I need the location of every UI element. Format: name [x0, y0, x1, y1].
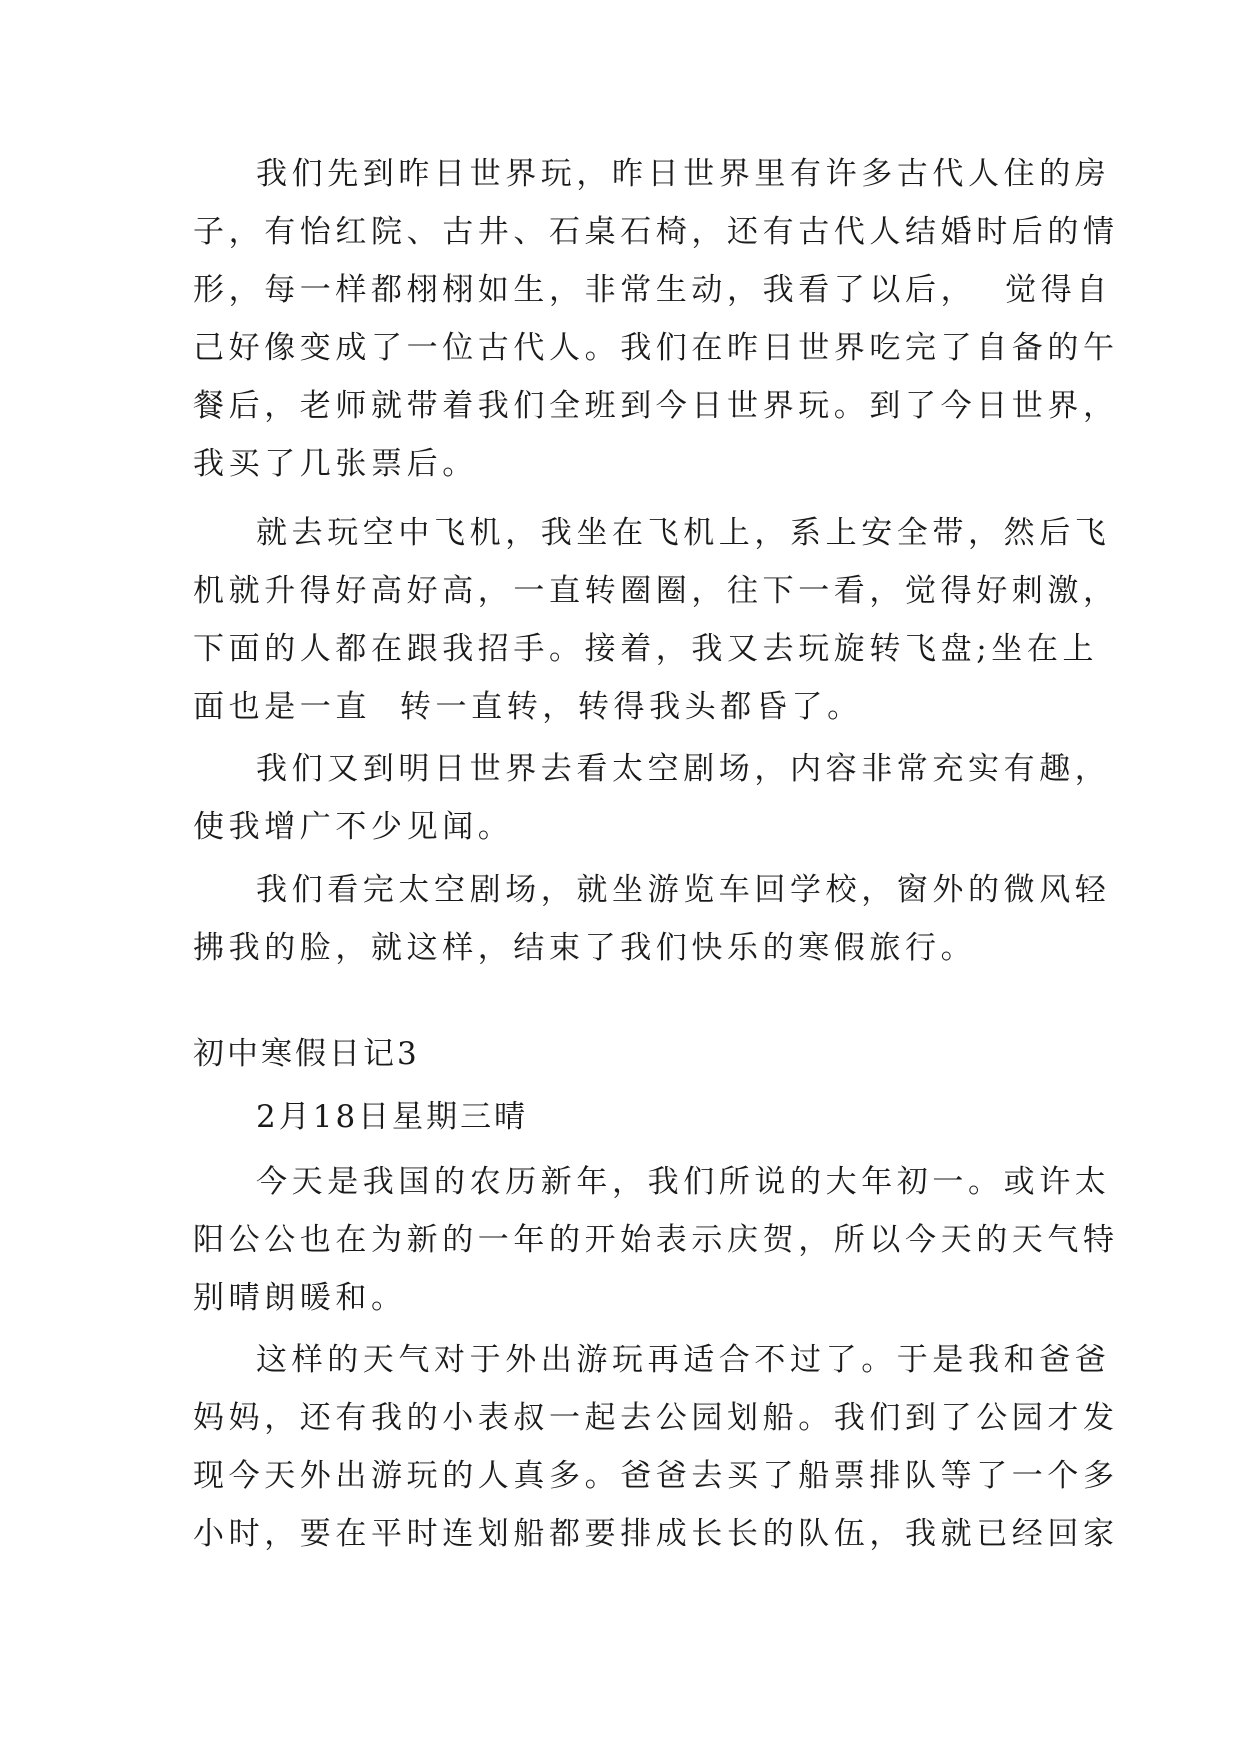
text-line: 我们又到明日世界去看太空剧场，内容非常充实有趣，	[256, 751, 1111, 787]
text-line: 己好像变成了一位古代人。我们在昨日世界吃完了自备的午	[193, 330, 1119, 366]
text-line: 我们看完太空剧场，就坐游览车回学校，窗外的微风轻	[256, 872, 1111, 908]
text-line: 妈妈，还有我的小表叔一起去公园划船。我们到了公园才发	[193, 1400, 1119, 1436]
text-line: 面也是一直 转一直转，转得我头都昏了。	[193, 689, 863, 725]
text-line: 拂我的脸，就这样，结束了我们快乐的寒假旅行。	[193, 930, 977, 966]
text-line: 就去玩空中飞机，我坐在飞机上，系上安全带，然后飞	[256, 515, 1111, 551]
text-line: 这样的天气对于外出游玩再适合不过了。于是我和爸爸	[256, 1342, 1111, 1378]
text-line: 别晴朗暖和。	[193, 1280, 407, 1316]
date-line: 2月18日星期三晴	[256, 1099, 529, 1135]
text-line: 子，有怡红院、古井、石桌石椅，还有古代人结婚时后的情	[193, 214, 1119, 250]
text-line: 我们先到昨日世界玩，昨日世界里有许多古代人住的房	[256, 156, 1111, 192]
text-line: 使我增广不少见闻。	[193, 809, 514, 845]
text-line: 现今天外出游玩的人真多。爸爸去买了船票排队等了一个多	[193, 1458, 1119, 1494]
text-line: 机就升得好高好高，一直转圈圈，往下一看，觉得好刺激，	[193, 573, 1119, 609]
text-line: 餐后，老师就带着我们全班到今日世界玩。到了今日世界，	[193, 388, 1119, 424]
text-line: 阳公公也在为新的一年的开始表示庆贺，所以今天的天气特	[193, 1222, 1119, 1258]
text-line: 小时，要在平时连划船都要排成长长的队伍，我就已经回家	[193, 1516, 1119, 1552]
text-line: 我买了几张票后。	[193, 446, 478, 482]
section-title: 初中寒假日记3	[193, 1036, 420, 1072]
text-line: 形，每一样都栩栩如生，非常生动，我看了以后， 觉得自	[193, 272, 1112, 308]
text-line: 下面的人都在跟我招手。接着，我又去玩旋转飞盘;坐在上	[193, 631, 1099, 667]
text-line: 今天是我国的农历新年，我们所说的大年初一。或许太	[256, 1164, 1111, 1200]
